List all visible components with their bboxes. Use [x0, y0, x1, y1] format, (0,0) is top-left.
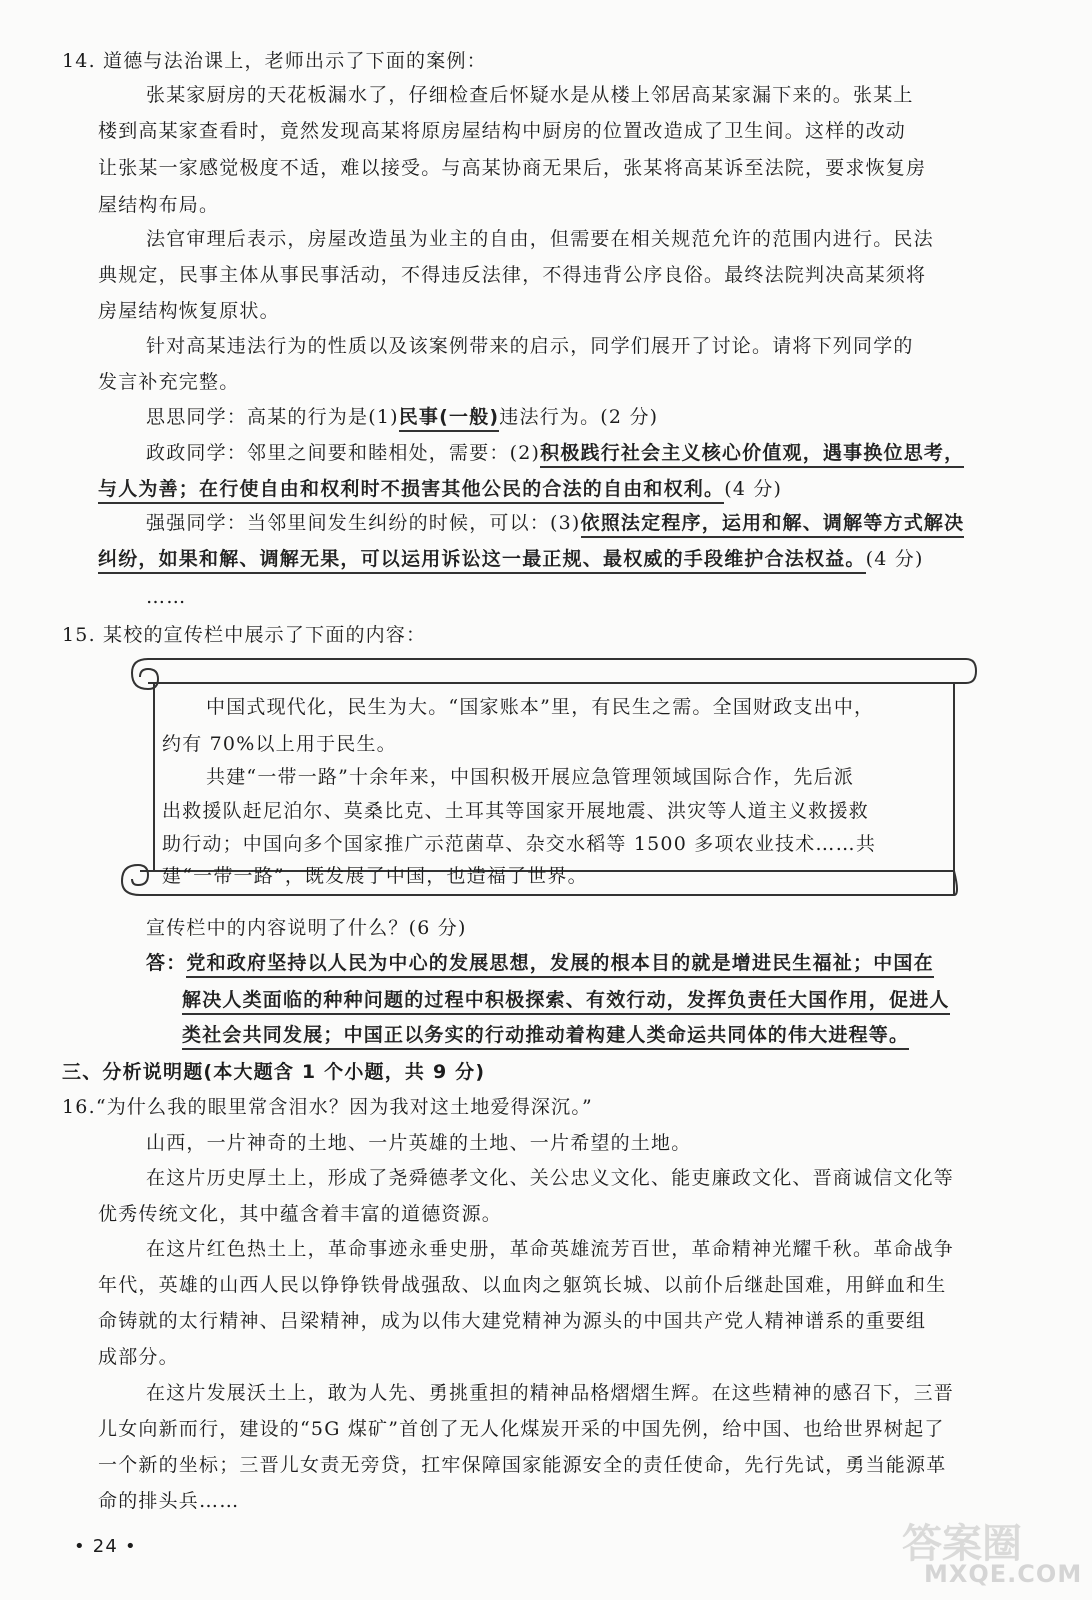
board-line2: 约有 70%以上用于民生。 — [162, 733, 397, 755]
q15-question: 宣传栏中的内容说明了什么？(6 分) — [146, 917, 467, 939]
q15-answer-line2 — [182, 985, 950, 1015]
student3-answer-a: 依照法定程序，运用和解、调解等方式解决 — [581, 512, 965, 538]
q16-p2-line1: 在这片历史厚土上，形成了尧舜德孝文化、关公忠义文化、能吏廉政文化、晋商诚信文化等 — [146, 1167, 955, 1189]
q16-p3-line4: 成部分。 — [98, 1346, 179, 1368]
q14-student3-line1 — [146, 508, 964, 538]
q14-p1-line4: 屋结构布局。 — [98, 194, 220, 216]
q16-p4-line2: 儿女向新而行，建设的“5G 煤矿”首创了无人化煤炭开采的中国先例，给中国、也给世界树起了 — [98, 1418, 945, 1440]
student2-score: (4 分) — [724, 478, 783, 500]
q15-answer-line1 — [146, 948, 934, 978]
q16-p3-line3: 命铸就的太行精神、吕梁精神，成为以伟大建党精神为源头的中国共产党人精神谱系的重要组 — [98, 1310, 927, 1332]
student1-prefix: 思思同学：高某的行为是(1) — [146, 406, 399, 428]
student2-answer-b: 与人为善；在行使自由和权利时不损害其他公民的合法的自由和权利。 — [98, 478, 724, 504]
q16-p2-line2: 优秀传统文化，其中蕴含着丰富的道德资源。 — [98, 1203, 503, 1225]
page-number: • 24 • — [74, 1536, 137, 1557]
watermark — [884, 1512, 1083, 1592]
q14-p3-line2: 发言补充完整。 — [98, 371, 240, 393]
q14-intro: 14. 道德与法治课上，老师出示了下面的案例： — [62, 50, 487, 72]
watermark-logo: 答案圈 — [902, 1521, 1022, 1567]
q14-p1-line1: 张某家厨房的天花板漏水了，仔细检查后怀疑水是从楼上邻居高某家漏下来的。张某上 — [146, 84, 914, 106]
student2-prefix: 政政同学：邻里之间要和睦相处，需要：(2) — [146, 442, 541, 464]
q16-p4-line4: 命的排头兵…… — [98, 1490, 240, 1512]
q14-p1-line2: 楼到高某家查看时，竟然发现高某将原房屋结构中厨房的位置改造成了卫生间。这样的改动 — [98, 120, 907, 142]
q14-student3-line2 — [98, 544, 924, 574]
q16-p4-line3: 一个新的坐标；三晋儿女责无旁贷，扛牢保障国家能源安全的责任使命，先行先试，勇当能源革 — [98, 1454, 947, 1476]
student3-answer-b: 纠纷，如果和解、调解无果，可以运用诉讼这一最正规、最权威的手段维护合法权益。 — [98, 548, 866, 574]
answer-label: 答： — [146, 952, 187, 974]
q16-intro: 16.“为什么我的眼里常含泪水？因为我对这土地爱得深沉。” — [62, 1096, 593, 1118]
student2-answer-a: 积极践行社会主义核心价值观，遇事换位思考， — [540, 442, 964, 468]
board-line6: 建“一带一路”，既发展了中国，也造福了世界。 — [162, 865, 588, 887]
board-line5: 助行动；中国向多个国家推广示范菌草、杂交水稻等 1500 多项农业技术……共 — [162, 833, 877, 855]
board-line3: 共建“一带一路”十余年来，中国积极开展应急管理领域国际合作，先后派 — [206, 766, 855, 788]
q15-answer-1: 党和政府坚持以人民为中心的发展思想，发展的根本目的就是增进民生福祉；中国在 — [186, 952, 933, 978]
q14-student2-line1 — [146, 438, 964, 468]
student1-answer: 民事(一般) — [399, 406, 500, 432]
q16-p3-line2: 年代，英雄的山西人民以铮铮铁骨战强敌、以血肉之躯筑长城、以前仆后继赴国难，用鲜血和生 — [98, 1274, 947, 1296]
section3-heading: 三、分析说明题(本大题含 1 个小题，共 9 分) — [62, 1061, 486, 1083]
board-line1: 中国式现代化，民生为大。“国家账本”里，有民生之需。全国财政支出中， — [206, 696, 875, 718]
q14-student2-line2 — [98, 474, 782, 504]
student3-score: (4 分) — [865, 548, 924, 570]
student1-suffix: 违法行为。(2 分) — [499, 406, 659, 428]
q14-student1 — [146, 402, 658, 432]
student3-prefix: 强强同学：当邻里间发生纠纷的时候，可以：(3) — [146, 512, 581, 534]
watermark-site: MXQE.COM — [924, 1560, 1083, 1588]
q14-ellipsis: …… — [146, 586, 187, 608]
q15-intro: 15. 某校的宣传栏中展示了下面的内容： — [62, 624, 427, 646]
q15-answer-2: 解决人类面临的种种问题的过程中积极探索、有效行动，发挥负责任大国作用，促进人 — [182, 989, 950, 1015]
q14-p3-line1: 针对高某违法行为的性质以及该案例带来的启示，同学们展开了讨论。请将下列同学的 — [146, 335, 914, 357]
q15-answer-line3 — [182, 1020, 909, 1050]
q16-p3-line1: 在这片红色热土上，革命事迹永垂史册，革命英雄流芳百世，革命精神光耀千秋。革命战争 — [146, 1238, 955, 1260]
q14-p2-line3: 房屋结构恢复原状。 — [98, 300, 280, 322]
q16-p4-line1: 在这片发展沃土上，敢为人先、勇挑重担的精神品格熠熠生辉。在这些精神的感召下，三晋 — [146, 1382, 955, 1404]
q14-p2-line2: 典规定，民事主体从事民事活动，不得违反法律，不得违背公序良俗。最终法院判决高某须将 — [98, 264, 927, 286]
q14-p2-line1: 法官审理后表示，房屋改造虽为业主的自由，但需要在相关规范允许的范围内进行。民法 — [146, 228, 934, 250]
q16-p1: 山西，一片神奇的土地、一片英雄的土地、一片希望的土地。 — [146, 1132, 692, 1154]
q15-answer-3: 类社会共同发展；中国正以务实的行动推动着构建人类命运共同体的伟大进程等。 — [182, 1024, 909, 1050]
board-line4: 出救援队赶尼泊尔、莫桑比克、土耳其等国家开展地震、洪灾等人道主义救援救 — [162, 800, 870, 822]
q14-p1-line3: 让张某一家感觉极度不适，难以接受。与高某协商无果后，张某将高某诉至法院，要求恢复房 — [98, 157, 927, 179]
